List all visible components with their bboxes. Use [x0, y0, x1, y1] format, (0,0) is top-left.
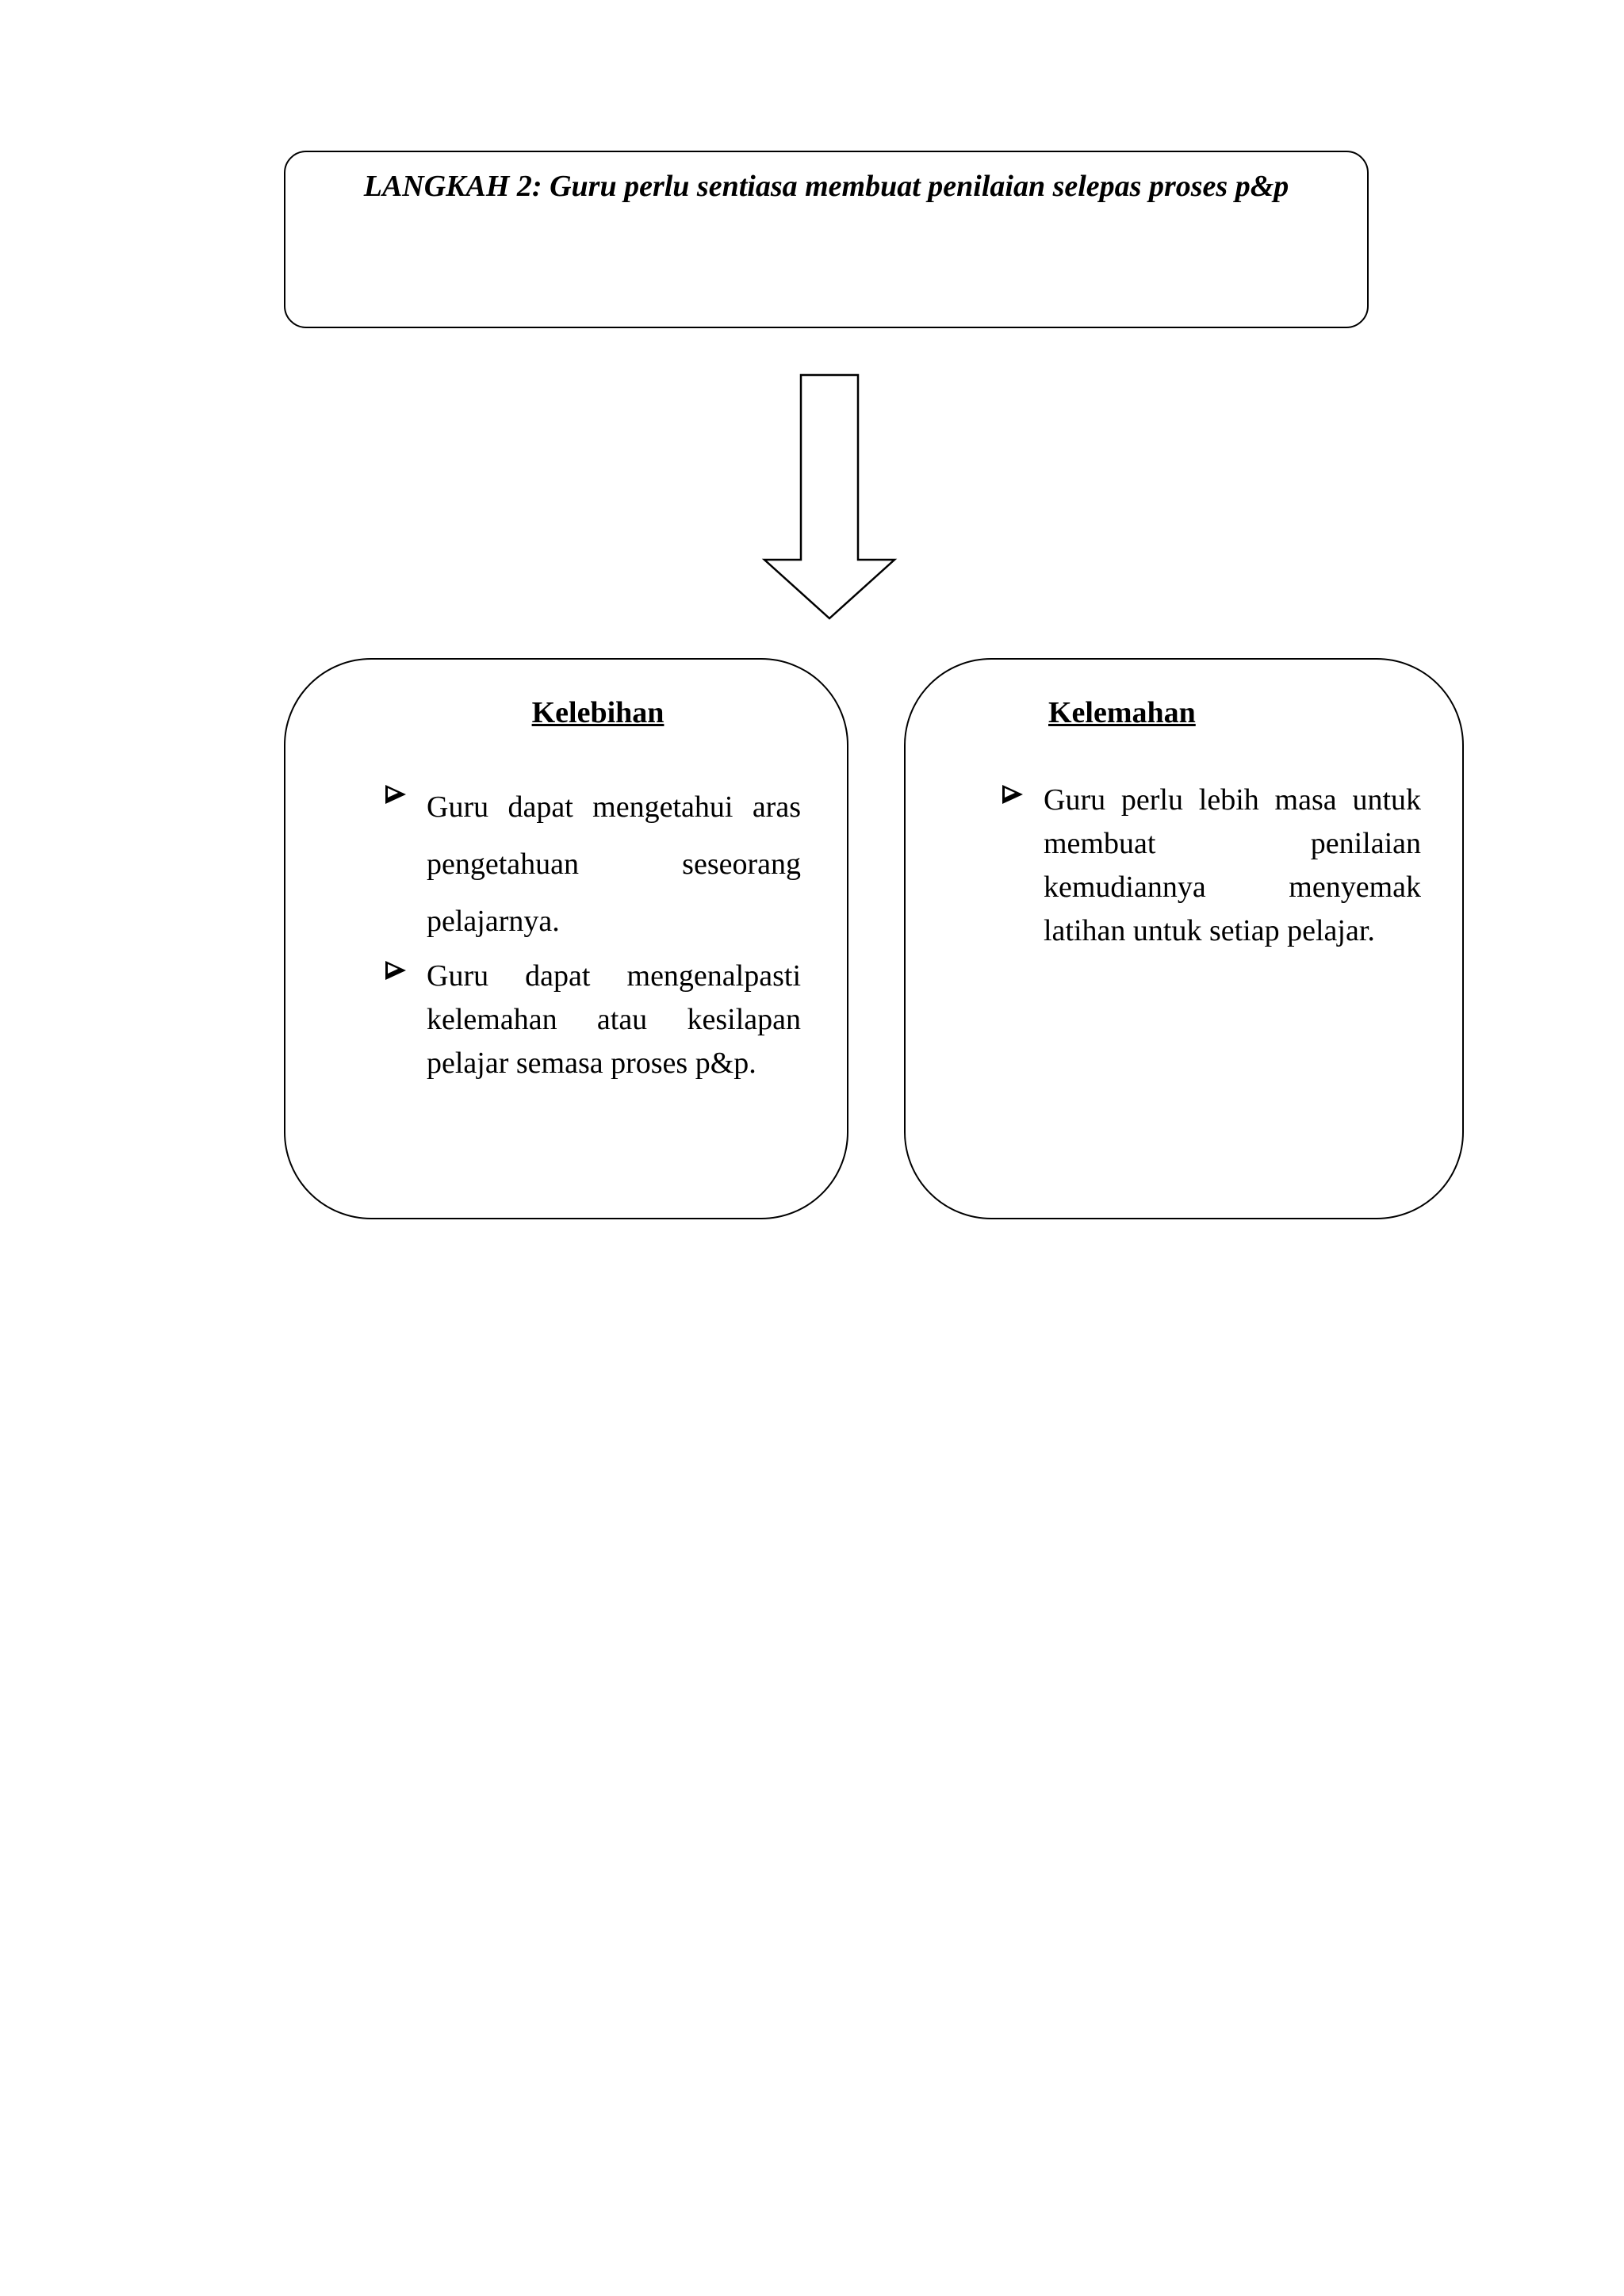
step-box — [284, 151, 1369, 328]
kelebihan-item-2: Guru dapat mengenalpasti kelemahan atau kesilapan pelajar semasa proses p&p. — [427, 959, 801, 1080]
kelebihan-heading: Kelebihan — [531, 696, 665, 729]
kelemahan-panel — [904, 658, 1464, 1219]
kelebihan-list — [382, 779, 801, 1085]
block-arrow-down-icon — [761, 373, 898, 622]
kelebihan-item-1: Guru dapat mengetahui aras pengetahuan seseorang pelajarnya. — [427, 790, 801, 938]
arrowhead-bullet-icon — [999, 779, 1031, 810]
list-item — [382, 955, 801, 1085]
kelemahan-item-1: Guru perlu lebih masa untuk membuat penilaian kemudiannya menyemak latihan untuk setiap pelajar. — [1044, 783, 1421, 947]
list-item — [999, 779, 1421, 953]
kelebihan-panel — [284, 658, 848, 1219]
arrowhead-bullet-icon — [382, 779, 414, 810]
kelemahan-list — [999, 779, 1421, 953]
list-item — [382, 779, 801, 950]
step-title: LANGKAH 2: Guru perlu sentiasa membuat penilaian selepas proses p&p — [363, 170, 1289, 203]
arrowhead-bullet-icon — [382, 955, 414, 986]
kelemahan-heading: Kelemahan — [1048, 696, 1196, 729]
